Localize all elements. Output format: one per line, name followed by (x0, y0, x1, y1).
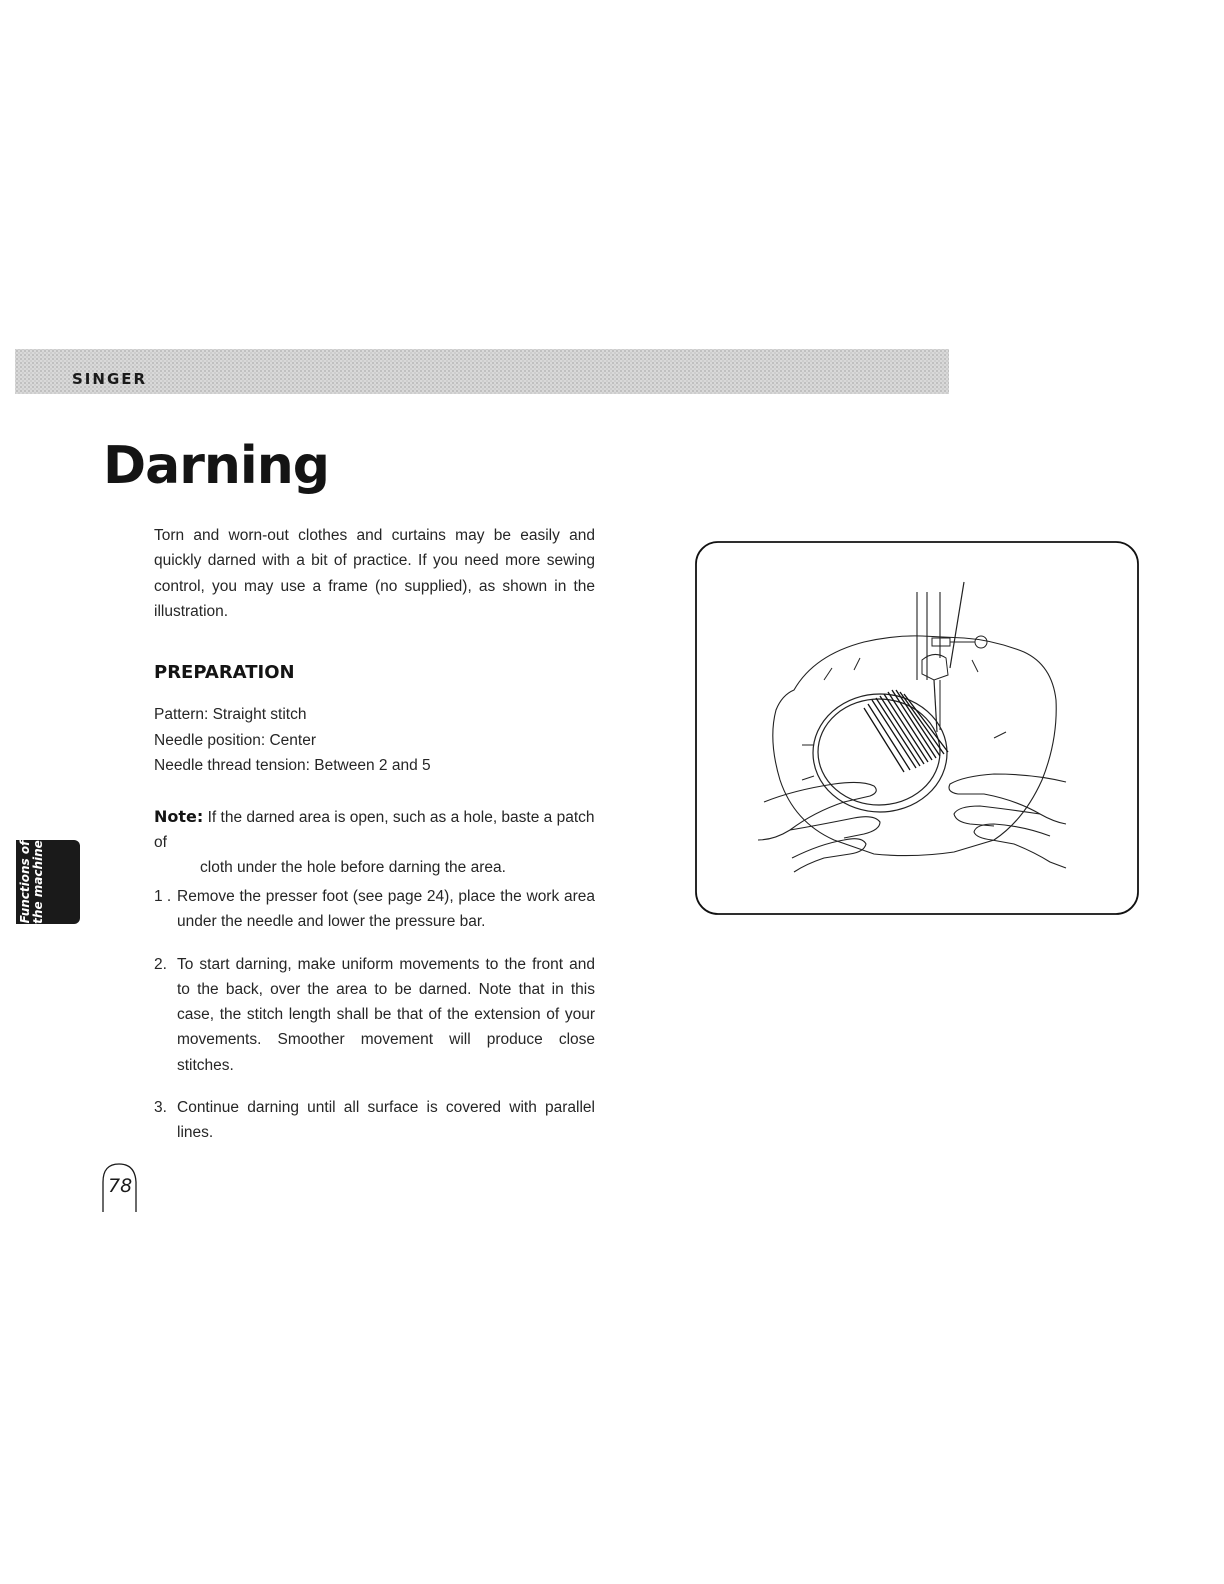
darning-illustration (694, 540, 1140, 916)
brand-logo: SINGER (72, 370, 148, 388)
preparation-specs (154, 702, 431, 779)
note-text-line2: cloth under the hole before darning the area. (200, 859, 506, 876)
step-number: 3. (154, 1099, 167, 1117)
page-title: Darning (103, 436, 329, 496)
section-heading: PREPARATION (154, 662, 295, 683)
list-item (154, 1095, 595, 1146)
intro-paragraph: Torn and worn-out clothes and curtains may be easily and quickly darned with a bit of practice. If you need more sewing control, you may use a frame (no supplied), as shown in the illustration. (154, 527, 595, 620)
page-number-badge (101, 1162, 141, 1214)
darning-hoop-illustration (694, 540, 1140, 916)
step-text: To start darning, make uniform movements to the front and to the back, over the area to be darned. Note that in this case, the stitch length shall be that of the extension of your movements. Smoother movement will produce close stitches. (177, 955, 595, 1074)
step-number: 2. (154, 955, 167, 973)
note-block (154, 804, 596, 880)
step-text: Continue darning until all surface is covered with parallel lines. (177, 1099, 595, 1142)
spec-pattern: Pattern: Straight stitch (154, 706, 307, 723)
header-band (15, 349, 949, 394)
side-tab-label (19, 840, 45, 924)
note-label: Note: (154, 807, 204, 826)
step-number: 1 . (154, 888, 172, 905)
spec-thread-tension: Needle thread tension: Between 2 and 5 (154, 757, 431, 774)
page-number: 78 (108, 1175, 133, 1197)
list-item (154, 952, 595, 1078)
steps-list (154, 884, 595, 1163)
side-tab-line1: Functions of (18, 840, 32, 924)
spec-needle-position: Needle position: Center (154, 731, 316, 749)
side-tab-line2: the machine (31, 840, 45, 924)
note-text-line1: If the darned area is open, such as a hole, baste a patch of (154, 809, 595, 851)
list-item (154, 884, 595, 935)
step-text: Remove the presser foot (see page 24), place the work area under the needle and lower the pressure bar. (177, 888, 595, 931)
